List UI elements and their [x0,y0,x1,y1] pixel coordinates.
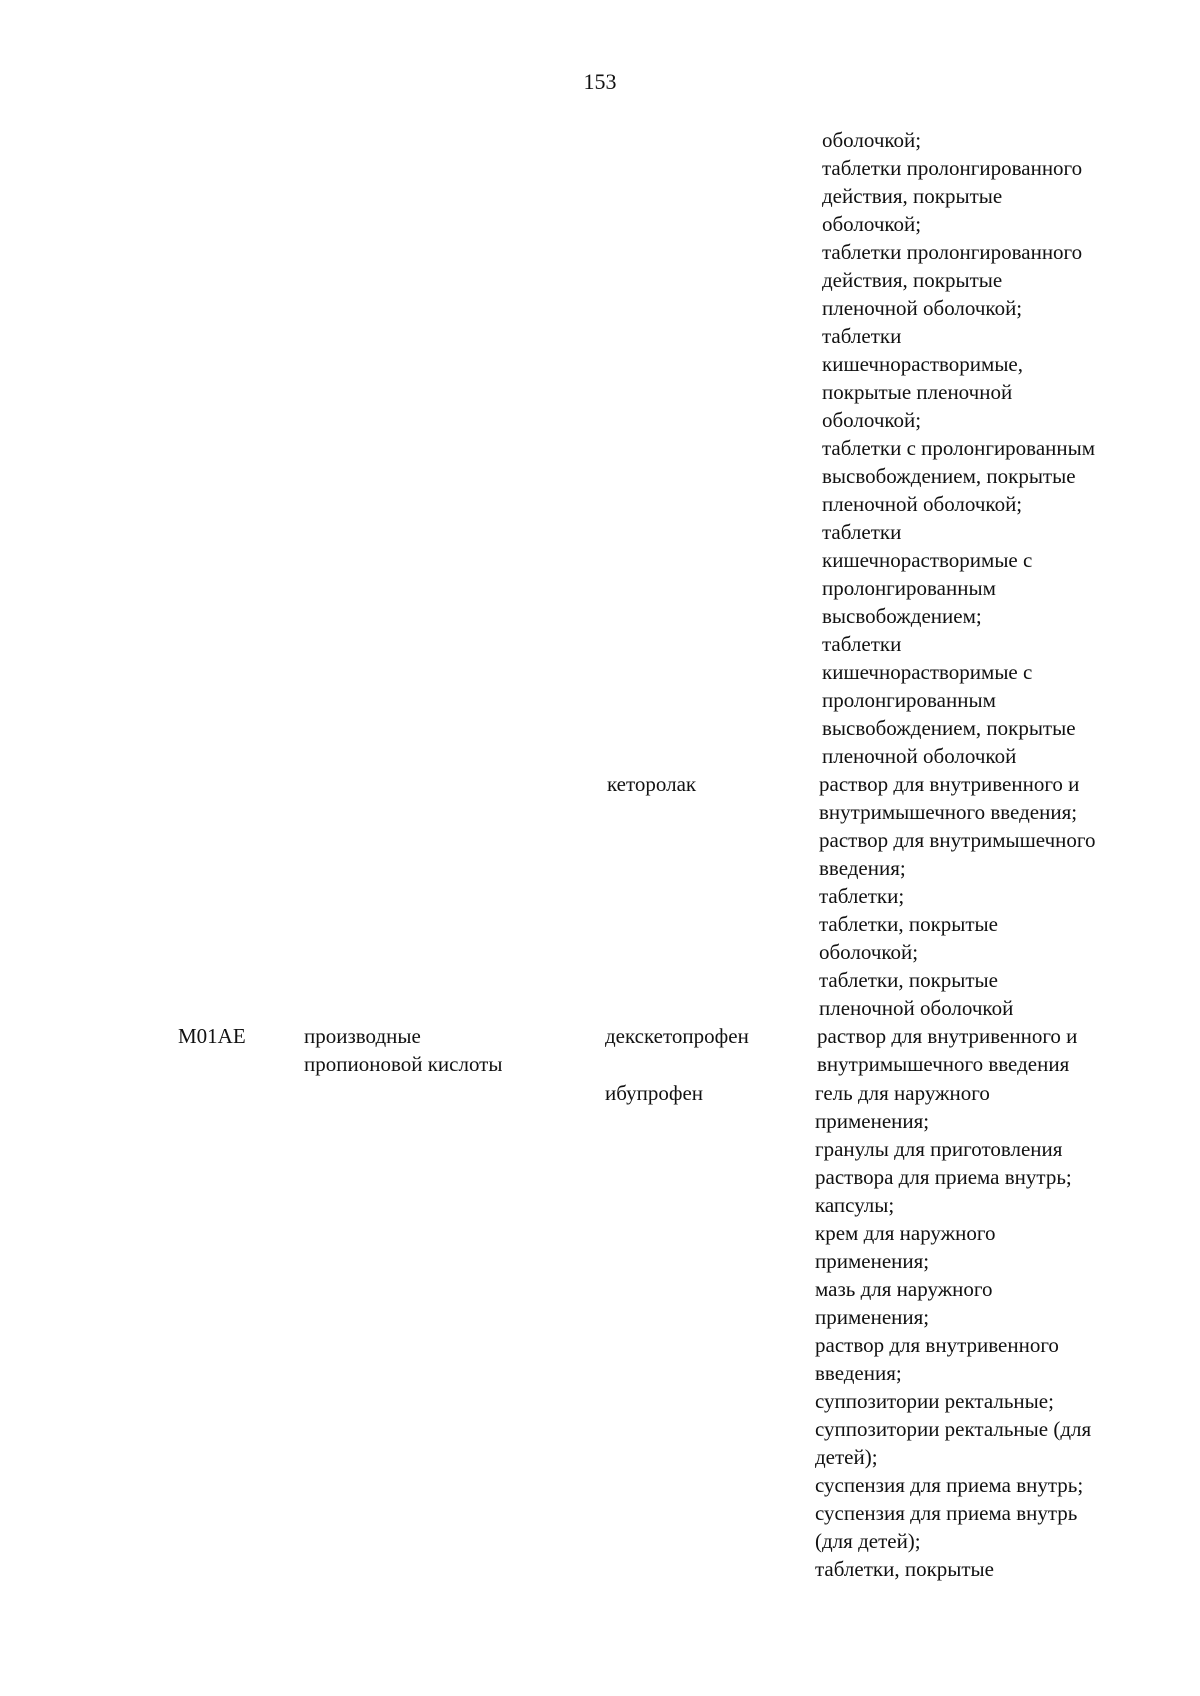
dosage-form-line: гель для наружного [815,1081,990,1105]
dosage-form-line: суппозитории ректальные; [815,1389,1054,1413]
dosage-form-line: таблетки пролонгированного [822,156,1083,180]
dosage-form-line: таблетки [822,632,902,656]
dosage-form-line: пролонгированным [822,576,996,600]
dosage-forms [819,770,1096,1022]
dosage-form-line: кишечнорастворимые, [822,352,1024,376]
drug-name: кеторолак [607,772,697,796]
dosage-form-line: высвобождением, покрытые [822,464,1076,488]
group-line: производные [304,1024,421,1048]
dosage-form-line: раствор для внутривенного [815,1333,1059,1357]
dosage-form-line: пленочной оболочкой [822,744,1017,768]
dosage-form-line: введения; [815,1361,902,1385]
dosage-form-line: детей); [815,1445,878,1469]
dosage-form-line: таблетки пролонгированного [822,240,1083,264]
dosage-forms-continued [822,126,1095,770]
dosage-form-line: оболочкой; [822,212,922,236]
dosage-form-line: раствор для внутримышечного [819,828,1096,852]
dosage-form-line: высвобождением; [822,604,982,628]
atc-code: M01AE [178,1024,246,1048]
pharmacological-group [304,1022,502,1078]
dosage-form-line: раствор для внутривенного и [817,1024,1078,1048]
dosage-forms [815,1079,1091,1583]
dosage-form-line: оболочкой; [822,408,922,432]
dosage-form-line: оболочкой; [822,128,922,152]
dosage-form-line: внутримышечного введения; [819,800,1078,824]
dosage-form-line: пленочной оболочкой; [822,296,1023,320]
dosage-form-line: кишечнорастворимые с [822,548,1033,572]
dosage-form-line: крем для наружного [815,1221,996,1245]
dosage-form-line: (для детей); [815,1529,921,1553]
dosage-form-line: таблетки [822,520,902,544]
dosage-form-line: таблетки с пролонгированным [822,436,1096,460]
dosage-form-line: внутримышечного введения [817,1052,1070,1076]
dosage-form-line: применения; [815,1109,930,1133]
dosage-form-line: пленочной оболочкой; [822,492,1023,516]
dosage-form-line: гранулы для приготовления [815,1137,1063,1161]
dosage-form-line: оболочкой; [819,940,919,964]
dosage-form-line: раствора для приема внутрь; [815,1165,1072,1189]
drug-name: ибупрофен [605,1081,704,1105]
dosage-form-line: таблетки, покрытые [819,968,998,992]
dosage-form-line: покрытые пленочной [822,380,1013,404]
dosage-form-line: высвобождением, покрытые [822,716,1076,740]
dosage-form-line: мазь для наружного [815,1277,993,1301]
dosage-form-line: пленочной оболочкой [819,996,1014,1020]
dosage-form-line: действия, покрытые [822,184,1003,208]
dosage-form-line: таблетки [822,324,902,348]
dosage-form-line: введения; [819,856,906,880]
dosage-form-line: применения; [815,1305,930,1329]
group-line: пропионовой кислоты [304,1052,503,1076]
dosage-form-line: капсулы; [815,1193,895,1217]
dosage-forms [817,1022,1077,1078]
dosage-form-line: применения; [815,1249,930,1273]
dosage-form-line: таблетки; [819,884,905,908]
dosage-form-line: раствор для внутривенного и [819,772,1080,796]
dosage-form-line: таблетки, покрытые [819,912,998,936]
drug-name: декскетопрофен [605,1024,749,1048]
dosage-form-line: суспензия для приема внутрь [815,1501,1078,1525]
dosage-form-line: суспензия для приема внутрь; [815,1473,1084,1497]
dosage-form-line: кишечнорастворимые с [822,660,1033,684]
dosage-form-line: действия, покрытые [822,268,1003,292]
dosage-form-line: суппозитории ректальные (для [815,1417,1092,1441]
page-number: 153 [583,69,617,94]
dosage-form-line: таблетки, покрытые [815,1557,994,1581]
dosage-form-line: пролонгированным [822,688,996,712]
